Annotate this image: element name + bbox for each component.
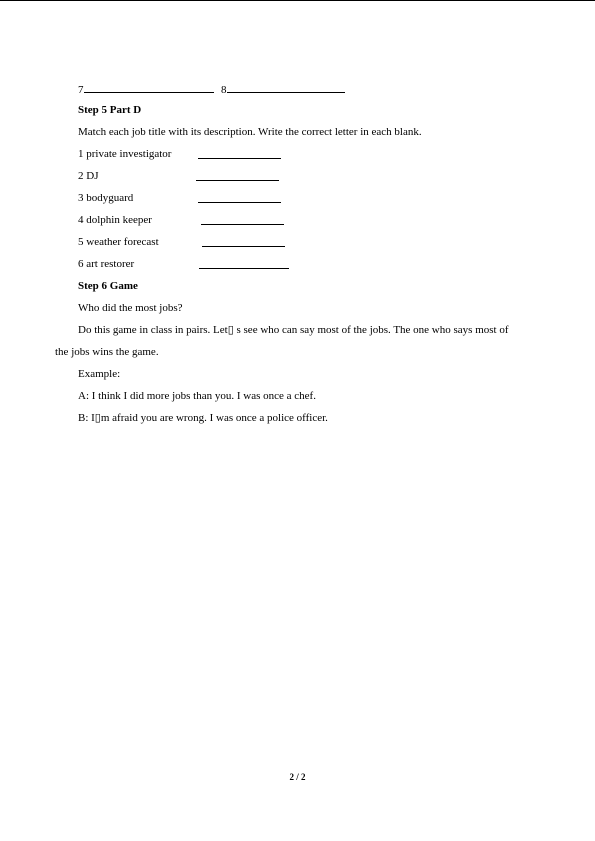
example-line-b: B: I▯m afraid you are wrong. I was once a police officer. [78, 412, 328, 424]
match-blank-3[interactable] [198, 191, 281, 203]
answer-blank-7[interactable] [84, 81, 214, 93]
match-blank-4[interactable] [201, 213, 284, 225]
answer-blank-8[interactable] [227, 81, 345, 93]
step6-instruction-line2: the jobs wins the game. [55, 346, 159, 358]
step5-heading: Step 5 Part D [78, 104, 142, 116]
step6-question: Who did the most jobs? [78, 302, 183, 314]
match-item-1 [78, 147, 171, 161]
item-8-number: 8 [221, 84, 227, 96]
match-item-2 [78, 169, 98, 183]
answer-row-7-8 [78, 81, 345, 97]
page-number: 2 / 2 [289, 772, 306, 782]
match-item-5 [78, 235, 159, 249]
match-item-label: 6 art restorer [78, 258, 135, 270]
match-item-3 [78, 191, 133, 205]
match-item-4 [78, 213, 152, 227]
top-border-line [0, 0, 595, 1]
match-item-label: 3 bodyguard [78, 192, 134, 204]
step6-heading: Step 6 Game [78, 280, 138, 292]
step6-instruction-line1: Do this game in class in pairs. Let▯ s see who can say most of the jobs. The one who says most of [78, 324, 509, 336]
match-item-label: 5 weather forecast [78, 236, 159, 248]
match-blank-5[interactable] [202, 235, 285, 247]
example-line-a: A: I think I did more jobs than you. I was once a chef. [78, 390, 316, 402]
match-item-label: 4 dolphin keeper [78, 214, 152, 226]
match-item-6 [78, 257, 134, 271]
match-blank-2[interactable] [196, 169, 279, 181]
example-label: Example: [78, 368, 121, 380]
match-blank-6[interactable] [199, 257, 289, 269]
match-blank-1[interactable] [198, 147, 281, 159]
match-item-label: 1 private investigator [78, 148, 172, 160]
match-item-label: 2 DJ [78, 170, 99, 182]
step5-instruction: Match each job title with its description. Write the correct letter in each blank. [78, 126, 422, 138]
item-7-number: 7 [78, 84, 84, 96]
